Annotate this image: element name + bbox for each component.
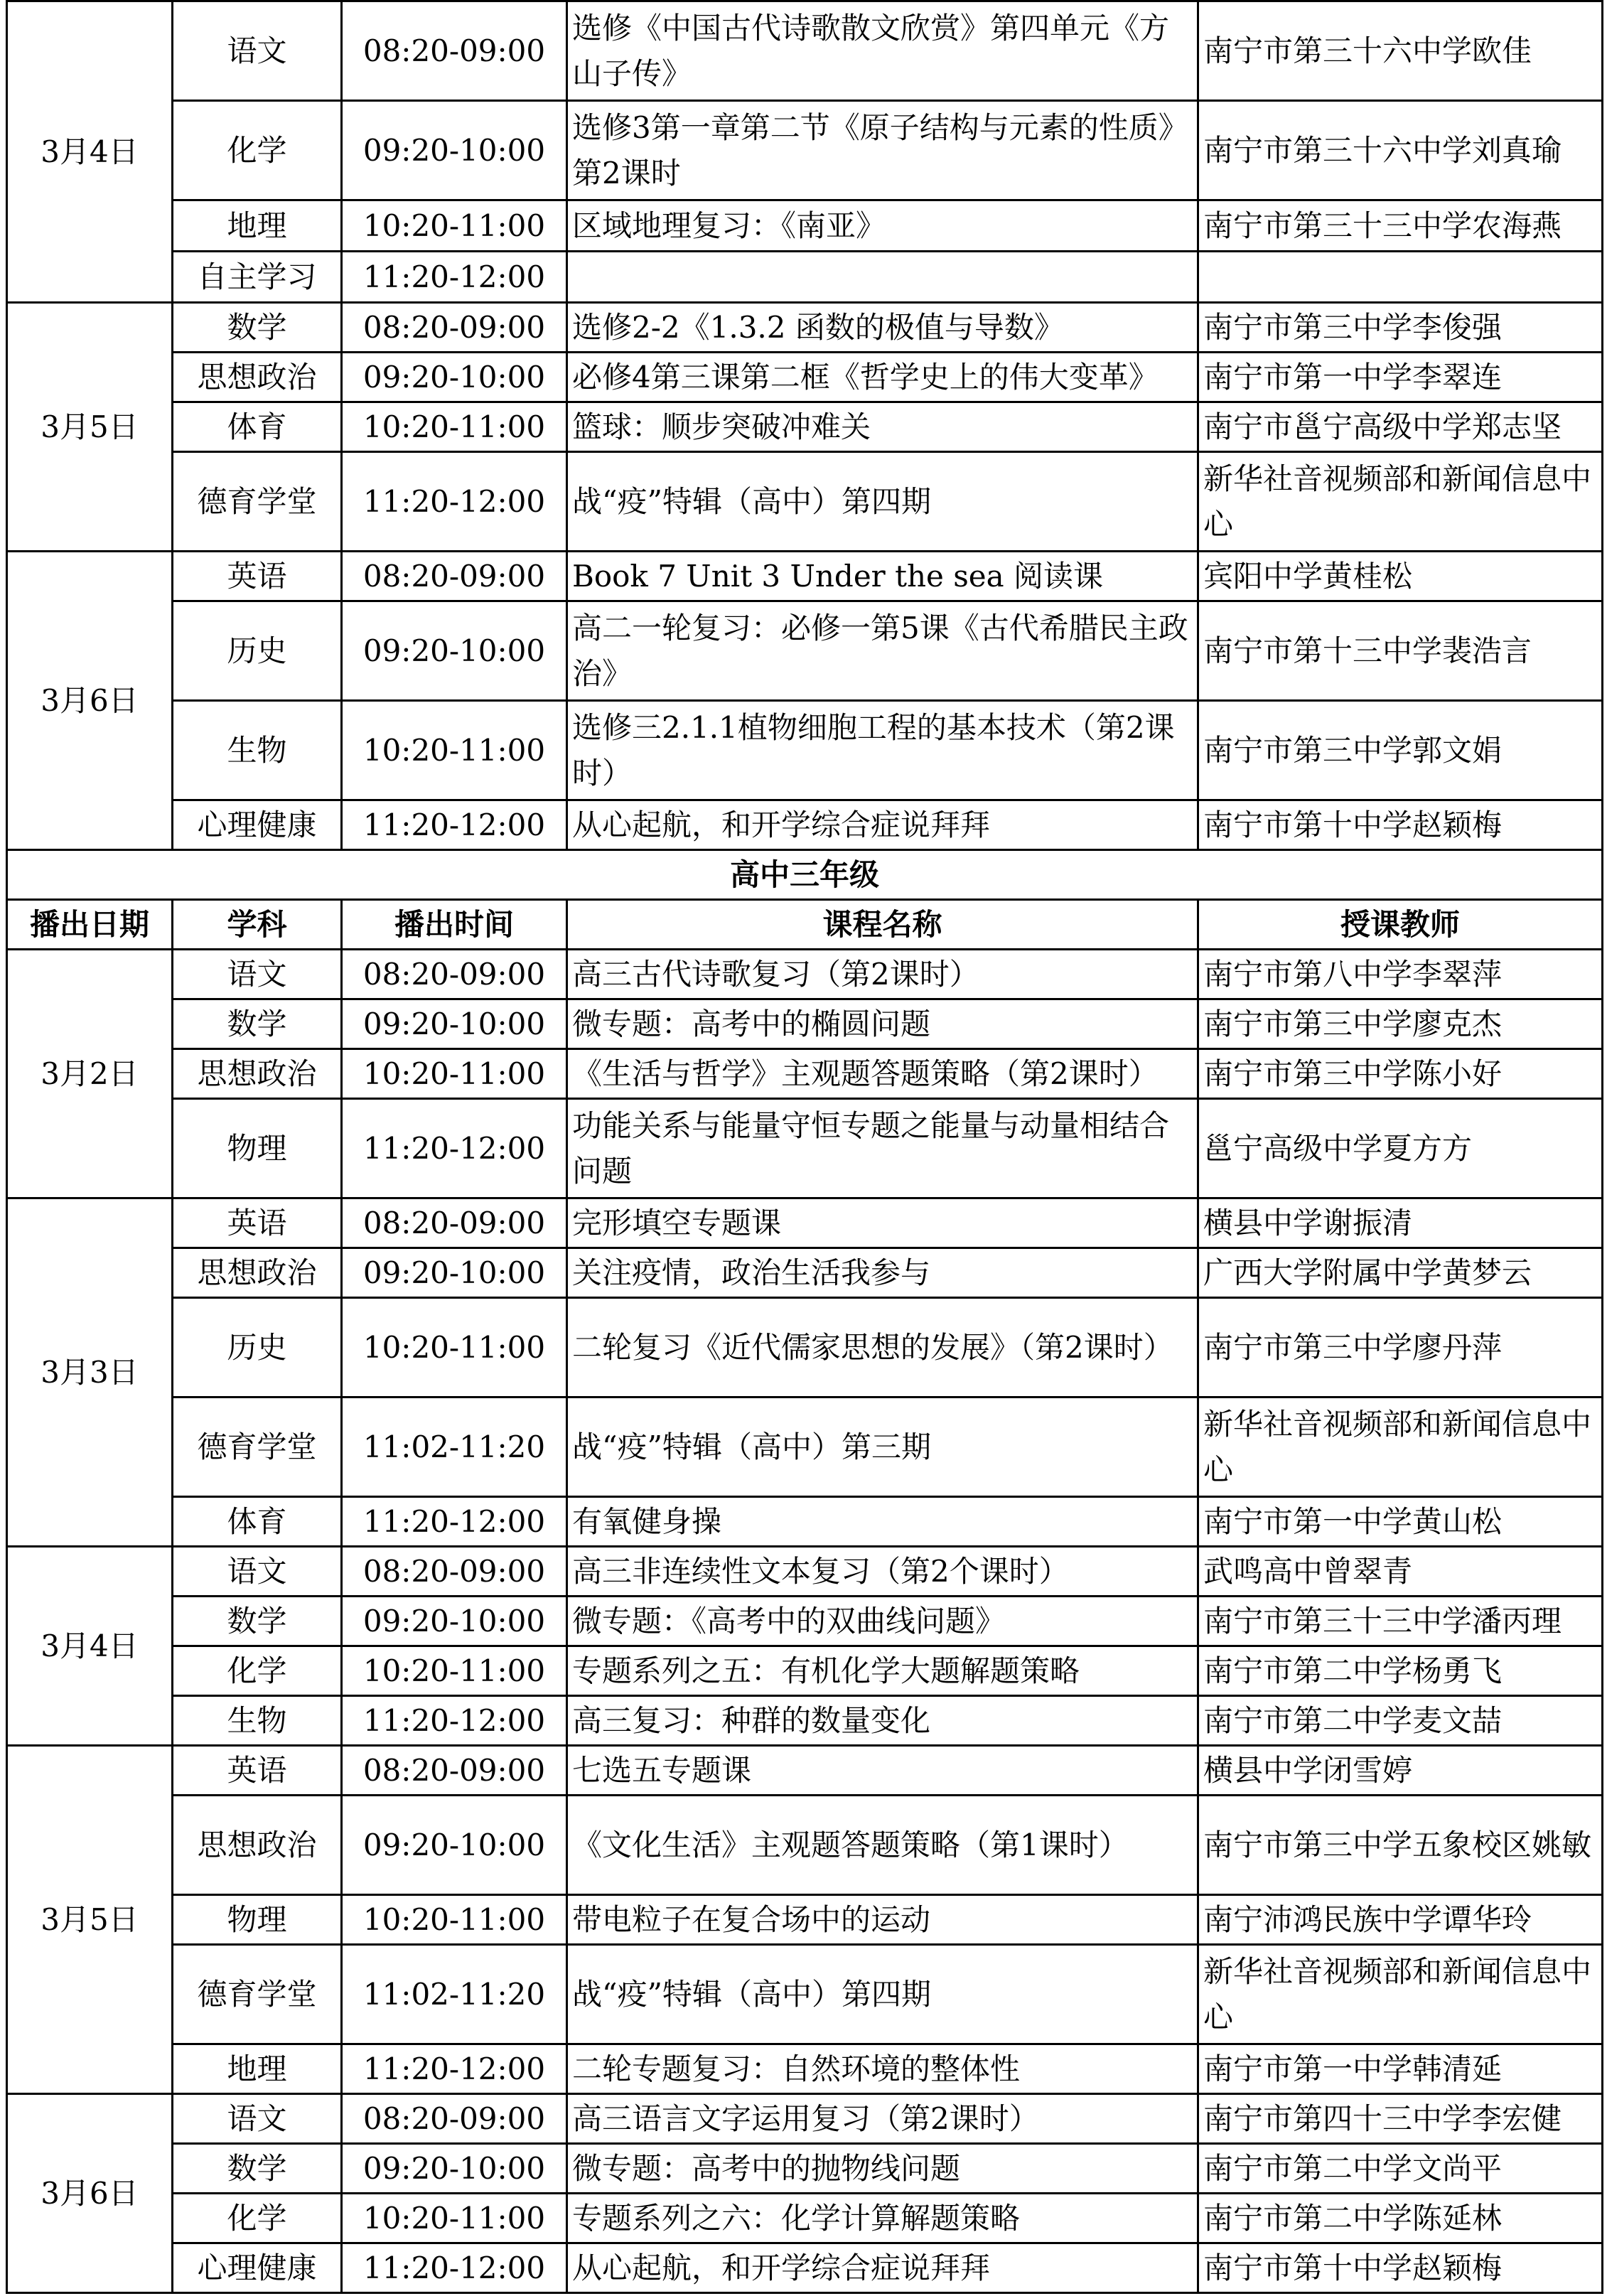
subject-cell: 物理: [173, 1099, 342, 1198]
date-cell: 3月2日: [7, 950, 173, 1198]
course-cell: 战“疫”特辑（高中）第四期: [567, 452, 1198, 552]
teacher-cell: 南宁市第三十三中学潘丙理: [1198, 1597, 1603, 1646]
subject-cell: 地理: [173, 2044, 342, 2094]
teacher-cell: 新华社音视频部和新闻信息中心: [1198, 1945, 1603, 2044]
teacher-cell: 南宁市第三十六中学刘真瑜: [1198, 101, 1603, 200]
time-cell: 11:20-12:00: [342, 800, 567, 850]
time-cell: 11:20-12:00: [342, 1099, 567, 1198]
course-cell: 有氧健身操: [567, 1497, 1198, 1547]
time-cell: 10:20-11:00: [342, 1646, 567, 1696]
time-cell: 09:20-10:00: [342, 101, 567, 200]
teacher-cell: 广西大学附属中学黄梦云: [1198, 1248, 1603, 1298]
teacher-cell: 邕宁高级中学夏方方: [1198, 1099, 1603, 1198]
course-cell: 二轮复习《近代儒家思想的发展》（第2课时）: [567, 1298, 1198, 1398]
subject-cell: 德育学堂: [173, 1945, 342, 2044]
subject-cell: 语文: [173, 1, 342, 101]
subject-cell: 语文: [173, 950, 342, 999]
teacher-cell: 南宁市第一中学韩清延: [1198, 2044, 1603, 2094]
course-cell: 选修三2.1.1植物细胞工程的基本技术（第2课时）: [567, 701, 1198, 800]
subject-cell: 思想政治: [173, 353, 342, 402]
teacher-cell: 南宁市第三中学郭文娟: [1198, 701, 1603, 800]
subject-cell: 体育: [173, 402, 342, 452]
teacher-cell: 南宁市第八中学李翠萍: [1198, 950, 1603, 999]
table-row: [7, 1, 1603, 101]
time-cell: 09:20-10:00: [342, 601, 567, 701]
teacher-cell: 南宁市第四十三中学李宏健: [1198, 2094, 1603, 2144]
table-row: [7, 2194, 1603, 2243]
time-cell: 08:20-09:00: [342, 1746, 567, 1796]
subject-cell: 语文: [173, 2094, 342, 2144]
time-cell: 10:20-11:00: [342, 2194, 567, 2243]
table-row: [7, 252, 1603, 303]
course-cell: 选修2-2《1.3.2 函数的极值与导数》: [567, 303, 1198, 353]
table-row: [7, 1746, 1603, 1796]
subject-cell: 思想政治: [173, 1248, 342, 1298]
table-row: [7, 1895, 1603, 1945]
table-row: [7, 2044, 1603, 2094]
table-row: [7, 1298, 1603, 1398]
subject-cell: 数学: [173, 2144, 342, 2194]
table-row: [7, 200, 1603, 252]
date-cell: 3月5日: [7, 303, 173, 552]
table-row: [7, 1049, 1603, 1099]
subject-cell: 历史: [173, 601, 342, 701]
subject-cell: 心理健康: [173, 800, 342, 850]
subject-cell: 思想政治: [173, 1796, 342, 1895]
time-cell: 11:02-11:20: [342, 1398, 567, 1497]
teacher-cell: 南宁市邕宁高级中学郑志坚: [1198, 402, 1603, 452]
table-row: [7, 353, 1603, 402]
time-cell: 10:20-11:00: [342, 1298, 567, 1398]
subject-cell: 生物: [173, 701, 342, 800]
course-cell: 微专题：高考中的椭圆问题: [567, 999, 1198, 1049]
time-cell: 11:20-12:00: [342, 452, 567, 552]
time-cell: 09:20-10:00: [342, 1796, 567, 1895]
date-cell: 3月6日: [7, 552, 173, 850]
date-cell: 3月3日: [7, 1198, 173, 1547]
time-cell: 10:20-11:00: [342, 402, 567, 452]
header-teacher: 授课教师: [1198, 900, 1603, 950]
subject-cell: 体育: [173, 1497, 342, 1547]
table-row: [7, 303, 1603, 353]
course-cell: Book 7 Unit 3 Under the sea 阅读课: [567, 552, 1198, 601]
time-cell: 11:02-11:20: [342, 1945, 567, 2044]
subject-cell: 化学: [173, 1646, 342, 1696]
subject-cell: 数学: [173, 303, 342, 353]
course-cell: 《文化生活》主观题答题策略（第1课时）: [567, 1796, 1198, 1895]
date-cell: 3月6日: [7, 2094, 173, 2293]
subject-cell: 数学: [173, 1597, 342, 1646]
table-row: [7, 1597, 1603, 1646]
time-cell: 08:20-09:00: [342, 1198, 567, 1248]
time-cell: 08:20-09:00: [342, 1547, 567, 1597]
subject-cell: 思想政治: [173, 1049, 342, 1099]
header-course: 课程名称: [567, 900, 1198, 950]
time-cell: 11:20-12:00: [342, 1696, 567, 1746]
time-cell: 09:20-10:00: [342, 353, 567, 402]
schedule-table: [6, 0, 1603, 2294]
teacher-cell: 南宁市第十中学赵颖梅: [1198, 800, 1603, 850]
subject-cell: 历史: [173, 1298, 342, 1398]
course-cell: 区域地理复习：《南亚》: [567, 200, 1198, 252]
table-row: [7, 1248, 1603, 1298]
course-cell: 功能关系与能量守恒专题之能量与动量相结合问题: [567, 1099, 1198, 1198]
course-cell: 高三非连续性文本复习（第2个课时）: [567, 1547, 1198, 1597]
date-cell: 3月4日: [7, 1, 173, 303]
subject-cell: 物理: [173, 1895, 342, 1945]
course-cell: 高三语言文字运用复习（第2课时）: [567, 2094, 1198, 2144]
subject-cell: 英语: [173, 552, 342, 601]
course-cell: 必修4第三课第二框《哲学史上的伟大变革》: [567, 353, 1198, 402]
subject-cell: 英语: [173, 1198, 342, 1248]
teacher-cell: 南宁市第一中学李翠连: [1198, 353, 1603, 402]
course-cell: 专题系列之六：化学计算解题策略: [567, 2194, 1198, 2243]
table-row: [7, 452, 1603, 552]
course-cell: 七选五专题课: [567, 1746, 1198, 1796]
table-row: [7, 999, 1603, 1049]
teacher-cell: 横县中学谢振清: [1198, 1198, 1603, 1248]
table-row: [7, 2144, 1603, 2194]
subject-cell: 化学: [173, 2194, 342, 2243]
time-cell: 09:20-10:00: [342, 999, 567, 1049]
time-cell: 10:20-11:00: [342, 200, 567, 252]
table-row: [7, 2243, 1603, 2293]
time-cell: 10:20-11:00: [342, 1895, 567, 1945]
course-cell: 完形填空专题课: [567, 1198, 1198, 1248]
teacher-cell: 横县中学闭雪婷: [1198, 1746, 1603, 1796]
time-cell: 09:20-10:00: [342, 2144, 567, 2194]
date-cell: 3月4日: [7, 1547, 173, 1746]
course-cell: 战“疫”特辑（高中）第四期: [567, 1945, 1198, 2044]
time-cell: 09:20-10:00: [342, 1597, 567, 1646]
time-cell: 11:20-12:00: [342, 2044, 567, 2094]
table-row: [7, 552, 1603, 601]
time-cell: 10:20-11:00: [342, 1049, 567, 1099]
course-cell: 专题系列之五：有机化学大题解题策略: [567, 1646, 1198, 1696]
course-cell: 《生活与哲学》主观题答题策略（第2课时）: [567, 1049, 1198, 1099]
subject-cell: 自主学习: [173, 252, 342, 303]
subject-cell: 地理: [173, 200, 342, 252]
subject-cell: 化学: [173, 101, 342, 200]
time-cell: 10:20-11:00: [342, 701, 567, 800]
course-cell: 选修3第一章第二节《原子结构与元素的性质》第2课时: [567, 101, 1198, 200]
header-subject: 学科: [173, 900, 342, 950]
teacher-cell: 南宁市第三中学五象校区姚敏: [1198, 1796, 1603, 1895]
table-row: [7, 1945, 1603, 2044]
time-cell: 11:20-12:00: [342, 2243, 567, 2293]
teacher-cell: 南宁市第三中学陈小好: [1198, 1049, 1603, 1099]
teacher-cell: 南宁市第二中学杨勇飞: [1198, 1646, 1603, 1696]
subject-cell: 德育学堂: [173, 452, 342, 552]
table-row: [7, 101, 1603, 200]
table-row: [7, 601, 1603, 701]
time-cell: 09:20-10:00: [342, 1248, 567, 1298]
course-cell: 篮球：顺步突破冲难关: [567, 402, 1198, 452]
header-date: 播出日期: [7, 900, 173, 950]
teacher-cell: 武鸣高中曾翠青: [1198, 1547, 1603, 1597]
table-row: [7, 1796, 1603, 1895]
course-cell: 二轮专题复习：自然环境的整体性: [567, 2044, 1198, 2094]
course-cell: 高三古代诗歌复习（第2课时）: [567, 950, 1198, 999]
table-row: [7, 402, 1603, 452]
course-cell: 从心起航，和开学综合症说拜拜: [567, 2243, 1198, 2293]
time-cell: 08:20-09:00: [342, 552, 567, 601]
table-row: [7, 1547, 1603, 1597]
time-cell: 08:20-09:00: [342, 1, 567, 101]
section-title-row: [7, 850, 1603, 900]
table-row: [7, 1696, 1603, 1746]
subject-cell: 德育学堂: [173, 1398, 342, 1497]
time-cell: 08:20-09:00: [342, 303, 567, 353]
course-cell: 高三复习：种群的数量变化: [567, 1696, 1198, 1746]
course-cell: 从心起航，和开学综合症说拜拜: [567, 800, 1198, 850]
subject-cell: 英语: [173, 1746, 342, 1796]
teacher-cell: 南宁市第十中学赵颖梅: [1198, 2243, 1603, 2293]
time-cell: 08:20-09:00: [342, 950, 567, 999]
table-row: [7, 1099, 1603, 1198]
table-row: [7, 1497, 1603, 1547]
teacher-cell: 南宁市第一中学黄山松: [1198, 1497, 1603, 1547]
teacher-cell: 南宁市第二中学陈延林: [1198, 2194, 1603, 2243]
subject-cell: 数学: [173, 999, 342, 1049]
grade-title: 高中三年级: [7, 850, 1603, 900]
teacher-cell: 南宁市第三中学廖丹萍: [1198, 1298, 1603, 1398]
subject-cell: 心理健康: [173, 2243, 342, 2293]
table-row: [7, 800, 1603, 850]
teacher-cell: 宾阳中学黄桂松: [1198, 552, 1603, 601]
table-row: [7, 1398, 1603, 1497]
course-cell: [567, 252, 1198, 303]
teacher-cell: 南宁市第三十六中学欧佳: [1198, 1, 1603, 101]
subject-cell: 生物: [173, 1696, 342, 1746]
date-cell: 3月5日: [7, 1746, 173, 2094]
course-cell: 微专题：高考中的抛物线问题: [567, 2144, 1198, 2194]
course-cell: 微专题：《高考中的双曲线问题》: [567, 1597, 1198, 1646]
table-row: [7, 1646, 1603, 1696]
course-cell: 带电粒子在复合场中的运动: [567, 1895, 1198, 1945]
time-cell: 08:20-09:00: [342, 2094, 567, 2144]
teacher-cell: [1198, 252, 1603, 303]
teacher-cell: 南宁市第三中学李俊强: [1198, 303, 1603, 353]
teacher-cell: 南宁市第三十三中学农海燕: [1198, 200, 1603, 252]
course-cell: 选修《中国古代诗歌散文欣赏》第四单元《方山子传》: [567, 1, 1198, 101]
teacher-cell: 南宁市第三中学廖克杰: [1198, 999, 1603, 1049]
teacher-cell: 南宁沛鸿民族中学谭华玲: [1198, 1895, 1603, 1945]
subject-cell: 语文: [173, 1547, 342, 1597]
table-row: [7, 1198, 1603, 1248]
table-row: [7, 701, 1603, 800]
course-cell: 高二一轮复习：必修一第5课《古代希腊民主政治》: [567, 601, 1198, 701]
header-time: 播出时间: [342, 900, 567, 950]
header-row: [7, 900, 1603, 950]
teacher-cell: 南宁市第二中学文尚平: [1198, 2144, 1603, 2194]
teacher-cell: 南宁市第二中学麦文喆: [1198, 1696, 1603, 1746]
time-cell: 11:20-12:00: [342, 252, 567, 303]
course-cell: 关注疫情，政治生活我参与: [567, 1248, 1198, 1298]
teacher-cell: 南宁市第十三中学裴浩言: [1198, 601, 1603, 701]
teacher-cell: 新华社音视频部和新闻信息中心: [1198, 1398, 1603, 1497]
table-row: [7, 2094, 1603, 2144]
course-cell: 战“疫”特辑（高中）第三期: [567, 1398, 1198, 1497]
teacher-cell: 新华社音视频部和新闻信息中心: [1198, 452, 1603, 552]
time-cell: 11:20-12:00: [342, 1497, 567, 1547]
table-row: [7, 950, 1603, 999]
